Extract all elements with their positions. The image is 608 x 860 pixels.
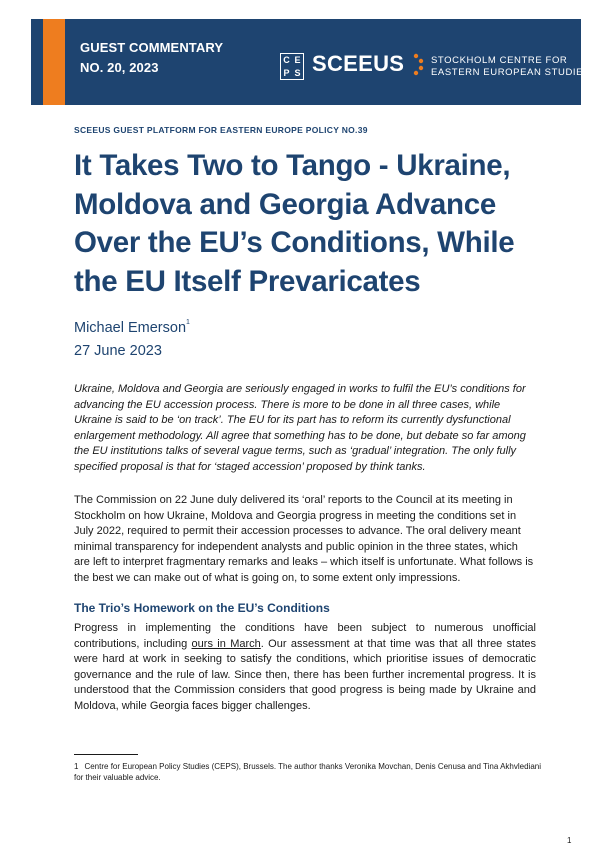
ceps-logo bbox=[280, 53, 304, 80]
sceeus-subtitle: STOCKHOLM CENTRE FOR bbox=[431, 55, 568, 66]
ceps-letter: C bbox=[283, 55, 290, 65]
ceps-letter: S bbox=[294, 67, 301, 78]
footnote-number: 1 bbox=[74, 762, 79, 771]
page-number: 1 bbox=[567, 836, 572, 845]
sceeus-logo-dots-icon bbox=[412, 51, 426, 79]
ceps-letter: P bbox=[283, 67, 290, 78]
author-name: Michael Emerson bbox=[74, 320, 187, 336]
ceps-letter: E bbox=[294, 55, 301, 65]
author bbox=[74, 320, 190, 336]
platform-line: SCEEUS GUEST PLATFORM FOR EASTERN EUROPE POLICY NO.39 bbox=[74, 125, 368, 135]
author-footnote-mark: 1 bbox=[186, 319, 190, 326]
body-paragraph bbox=[74, 621, 536, 714]
body-paragraph: The Commission on 22 June duly delivered its ‘oral’ reports to the Council at its meeting in Stockholm on how Ukraine, Moldova and Georgia progress in meeting the conditions set in July 2022, required to permit their accession processes to advance. The oral delivery meant minimal transparency for independent analysts and public opinion in the three states, which are left to interpret fragmentary remarks and leaks – which itself is unfortunate. What follows is the best we can make out of what is going on, to some extent only impressions. bbox=[74, 494, 534, 584]
footnote-text: Centre for European Policy Studies (CEPS), Brussels. The author thanks Veronika Movchan, Denis Cenusa and Tina Akhvlediani for their valuable advice. bbox=[74, 762, 541, 782]
page-title: It Takes Two to Tango - Ukraine, Moldova and Georgia Advance Over the EU’s Conditions, While the EU Itself Prevaricates bbox=[74, 149, 515, 298]
ours-in-march-link[interactable]: ours in March bbox=[191, 637, 261, 650]
sceeus-logo-word: SCEEUS bbox=[312, 51, 405, 76]
accent-bar bbox=[43, 19, 65, 105]
footnote bbox=[74, 761, 544, 783]
issue-number: NO. 20, 2023 bbox=[80, 60, 159, 75]
paragraph-text: . Our assessment at that time was that all three states were hard at work in seeking to satisfy the conditions, which prioritise issues of democratic governance and the rule of law. Since then, there has been further incremental progress. It is understood that the Commission considers that good progress is being made by Ukraine and Moldova, while Georgia faces bigger challenges. bbox=[74, 637, 536, 712]
section-heading: The Trio’s Homework on the EU’s Conditions bbox=[74, 601, 330, 615]
sceeus-subtitle: EASTERN EUROPEAN STUDIES bbox=[431, 67, 591, 78]
publication-date: 27 June 2023 bbox=[74, 343, 162, 359]
series-label: GUEST COMMENTARY bbox=[80, 40, 224, 55]
abstract: Ukraine, Moldova and Georgia are seriously engaged in works to fulfil the EU’s conditions for advancing the EU accession process. There is more to be done in all three cases, while Ukraine is said to be ‘on track’. The EU for its part has to reform its currently dysfunctional enlargement methodology. All agree that something has to be done, but debate so far among the EU institutions talks of several vague terms, such as ‘gradual’ integration. The only fully specified proposal is that for ‘staged accession’ proposed by think tanks. bbox=[74, 383, 526, 473]
paragraph-text: Progress in implementing the conditions have been subject to numerous unofficial contributions, including bbox=[74, 622, 536, 650]
footnote-divider bbox=[74, 754, 138, 755]
